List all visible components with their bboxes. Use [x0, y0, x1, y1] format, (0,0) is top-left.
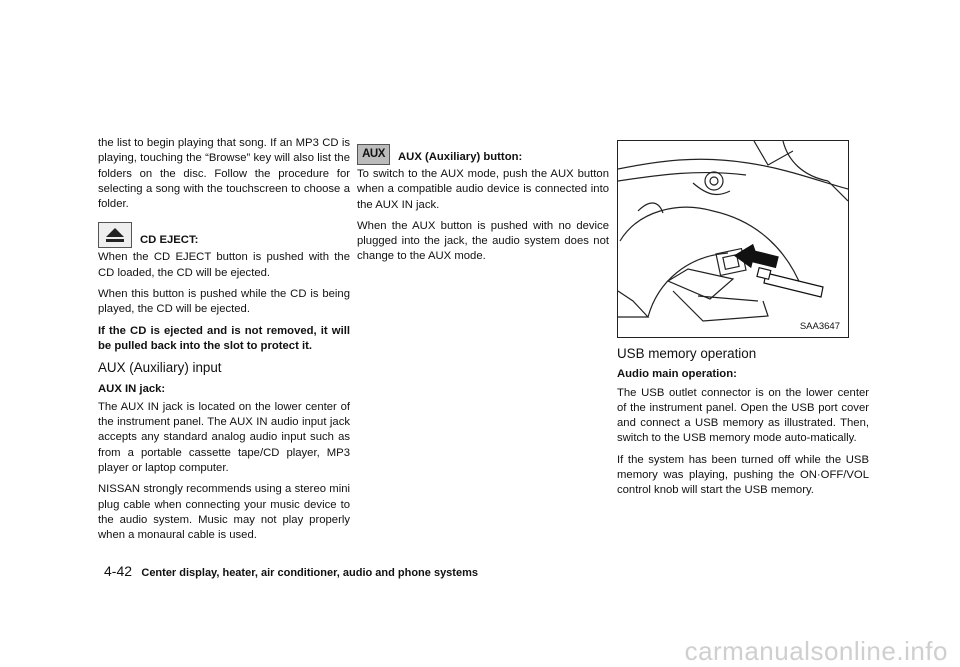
column-left [98, 136, 350, 550]
page-number: 4-42 [104, 563, 133, 579]
paragraph: If the system has been turned off while the USB memory was playing, pushing the ON·OFF/VOL control knob will start the USB memory. [617, 453, 869, 497]
eject-icon [98, 222, 132, 248]
warning-paragraph: If the CD is ejected and is not removed, it will be pulled back into the slot to protect it. [98, 324, 350, 352]
paragraph: NISSAN strongly recommends using a stereo mini plug cable when connecting your music device to the audio system. Music may not play properly when a monaural cable is used. [98, 483, 350, 542]
subheading-aux-jack: AUX IN jack: [98, 382, 166, 395]
usb-illustration-drawing [618, 141, 848, 337]
aux-button-label: AUX (Auxiliary) button: [398, 150, 523, 163]
page-footer [104, 563, 478, 579]
paragraph: To switch to the AUX mode, push the AUX button when a compatible audio device is connected into the AUX IN jack. [357, 168, 609, 211]
paragraph: When the AUX button is pushed with no device plugged into the jack, the audio system does not change to the AUX mode. [357, 219, 609, 263]
paragraph: The AUX IN jack is located on the lower center of the instrument panel. The AUX IN audio input jack accepts any standard analog audio input such as from a portable cassette tape/CD player, MP3 player or laptop computer. [98, 400, 350, 475]
paragraph: the list to begin playing that song. If an MP3 CD is playing, touching the “Browse” key will also list the folders on the disc. Follow the procedure for selecting a song with the touchscreen to choose a folder. [98, 137, 350, 211]
section-heading-aux: AUX (Auxiliary) input [98, 360, 222, 376]
section-heading-usb: USB memory operation [617, 346, 757, 361]
aux-button-icon: AUX [357, 144, 390, 165]
aux-button-heading [357, 144, 609, 165]
cd-eject-label: CD EJECT: [140, 234, 199, 247]
watermark: carmanualsonline.info [684, 636, 948, 666]
paragraph: When this button is pushed while the CD is being played, the CD will be ejected. [98, 288, 350, 316]
column-right [617, 140, 869, 505]
column-middle [357, 144, 609, 271]
cd-eject-heading [98, 222, 350, 248]
subheading-audio-main: Audio main operation: [617, 368, 737, 381]
usb-port-illustration [617, 140, 849, 338]
paragraph: The USB outlet connector is on the lower center of the instrument panel. Open the USB port cover and connect a USB memory as illustrated. Then, switch to the USB memory mode auto-matically. [617, 386, 869, 445]
section-title: Center display, heater, air conditioner, audio and phone systems [141, 567, 478, 579]
paragraph: When the CD EJECT button is pushed with the CD loaded, the CD will be ejected. [98, 251, 350, 279]
figure-label: SAA3647 [799, 320, 840, 332]
